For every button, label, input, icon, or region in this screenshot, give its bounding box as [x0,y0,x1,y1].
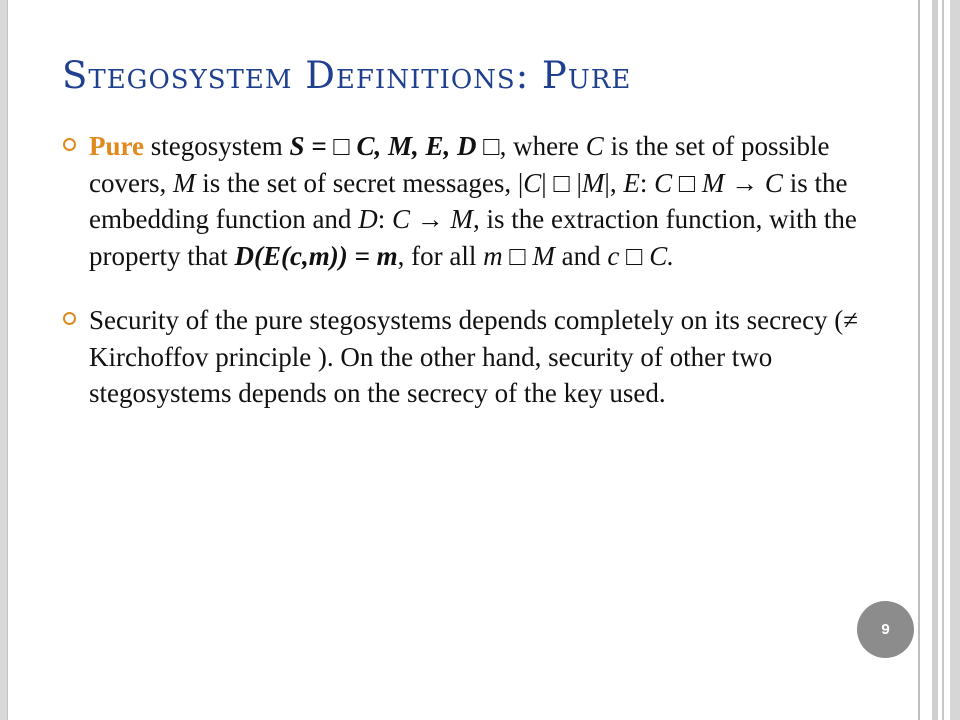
bullet-security [60,302,910,412]
math-run: D [358,204,378,234]
text-run: and [554,240,608,271]
text-run: , is the extraction function, with the property that [89,204,857,271]
math-run: M [172,167,196,198]
bullet-security-text: Security of the pure stegosystems depends completely on its secrecy (≠ Kirchoffov principle ). On the other hand, security of other two stegosystems depends on the secrecy of the key used. [89,305,859,408]
math-run: C [585,131,604,161]
math-run: S [289,131,305,161]
text-run: : [377,204,392,234]
text-run: □ [672,167,702,198]
math-run: D [234,240,254,271]
math-run: )) = [329,240,377,271]
text-run: □ [502,240,533,271]
text-run: is the set of possible covers, [89,131,830,198]
math-run: m [483,240,503,271]
text-run: is the set of secret messages, | [195,167,524,198]
math-run: m [376,240,398,271]
math-run: = □ [304,131,357,161]
math-run: C [391,204,410,234]
page-number-badge: 9 [857,601,914,658]
math-run: E [623,167,640,198]
text-run: , where [499,131,586,161]
text-run: → [724,167,765,198]
bullet-pure-definition [60,128,910,274]
pure-keyword: Pure [89,131,144,161]
math-run: M [701,167,725,198]
math-run: C, M, E, D [356,131,477,161]
math-run: □ [476,131,500,161]
math-run: E [262,240,281,271]
math-run: . [667,240,674,271]
right-frame-bars [918,0,960,720]
left-frame-bar [0,0,8,720]
text-run: | □ | [541,167,582,198]
text-run: stegosystem [144,131,290,161]
math-run: ( [253,240,263,271]
math-run: C [649,240,668,271]
bullet-circle-icon [63,312,76,325]
math-run: , [301,240,309,271]
math-run: c [607,240,620,271]
math-run: M [450,204,473,234]
bullet-circle-icon [63,138,76,151]
text-run: is the embedding function and [89,167,848,234]
slide-title: Stegosystem Definitions: Pure [62,54,632,97]
math-run: c [289,240,302,271]
math-run: m [308,240,330,271]
math-run: ( [280,240,290,271]
slide-body [60,128,910,412]
math-run: C [523,167,542,198]
text-run: : [639,167,655,198]
math-run: M [532,240,555,271]
text-run: → [409,204,451,234]
text-run: |, [604,167,624,198]
math-run: M [581,167,605,198]
text-run: □ [619,240,650,271]
text-run: , for all [397,240,484,271]
math-run: C [764,167,783,198]
math-run: C [654,167,673,198]
